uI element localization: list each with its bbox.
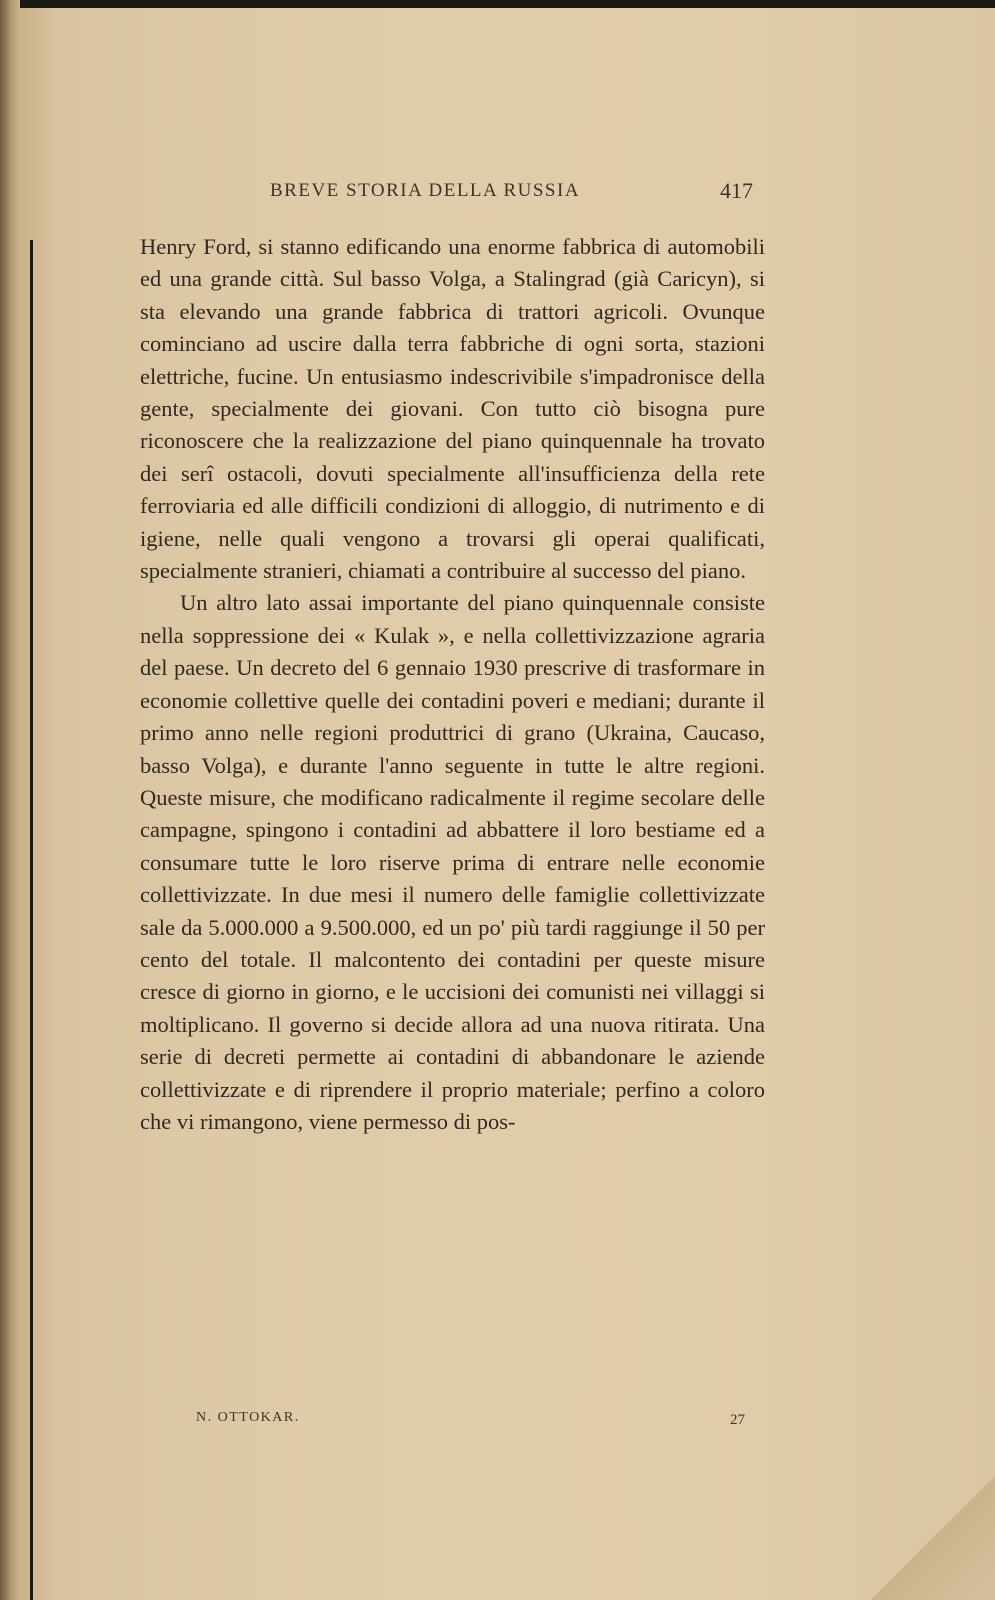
body-text (140, 231, 765, 1138)
paragraph-1: Henry Ford, si stanno edificando una enorme fabbrica di automobili ed una grande città. Sul basso Volga, a Stalingrad (già Caricyn), si sta elevando una grande fabbrica di trattori agricoli. Ovunque cominciano ad uscire dalla terra fabbriche di ogni sorta, stazioni elettriche, fucine. Un entusiasmo indescrivibile s'impadronisce della gente, specialmente dei giovani. Con tutto ciò bisogna pure riconoscere che la realizzazione del piano quinquennale ha trovato dei serî ostacoli, dovuti specialmente all'insufficienza della rete ferroviaria ed alle difficili condizioni di alloggio, di nutrimento e di igiene, nelle quali vengono a trovarsi gli operai qualificati, specialmente stranieri, chiamati a contribuire al successo del piano. (140, 234, 765, 584)
spine-shadow-line (30, 240, 33, 1600)
running-title: BREVE STORIA DELLA RUSSIA (270, 180, 581, 201)
page-corner-fold (855, 1460, 995, 1600)
footer-author: N. OTTOKAR. (196, 1410, 300, 1425)
signature-mark: 27 (730, 1412, 745, 1428)
paragraph-2: Un altro lato assai importante del piano quinquennale consiste nella soppressione dei « Kulak », e nella collettivizzazione agraria del paese. Un decreto del 6 gennaio 1930 prescrive di trasformare in economie collettive quelle dei contadini poveri e mediani; durante il primo anno nelle regioni produttrici di grano (Ukraina, Caucaso, basso Volga), e durante l'anno seguente in tutte le altre regioni. Queste misure, che modificano radicalmente il regime secolare delle campagne, spingono i contadini ad abbattere il loro bestiame ed a consumare tutte le loro riserve prima di entrare nelle economie collettivizzate. In due mesi il numero delle famiglie collettivizzate sale da 5.000.000 a 9.500.000, ed un po' più tardi raggiunge il 50 per cento del totale. Il malcontento dei contadini per queste misure cresce di giorno in giorno, e le uccisioni dei comunisti nei villaggi si moltiplicano. Il governo si decide allora ad una nuova ritirata. Una serie di decreti permette ai contadini di abbandonare le aziende collettivizzate e di riprendere il proprio materiale; perfino a coloro che vi rimangono, viene permesso di pos- (140, 590, 765, 1134)
book-page (20, 8, 995, 1600)
page-number: 417 (720, 178, 753, 203)
book-spine-edge (0, 0, 20, 1600)
